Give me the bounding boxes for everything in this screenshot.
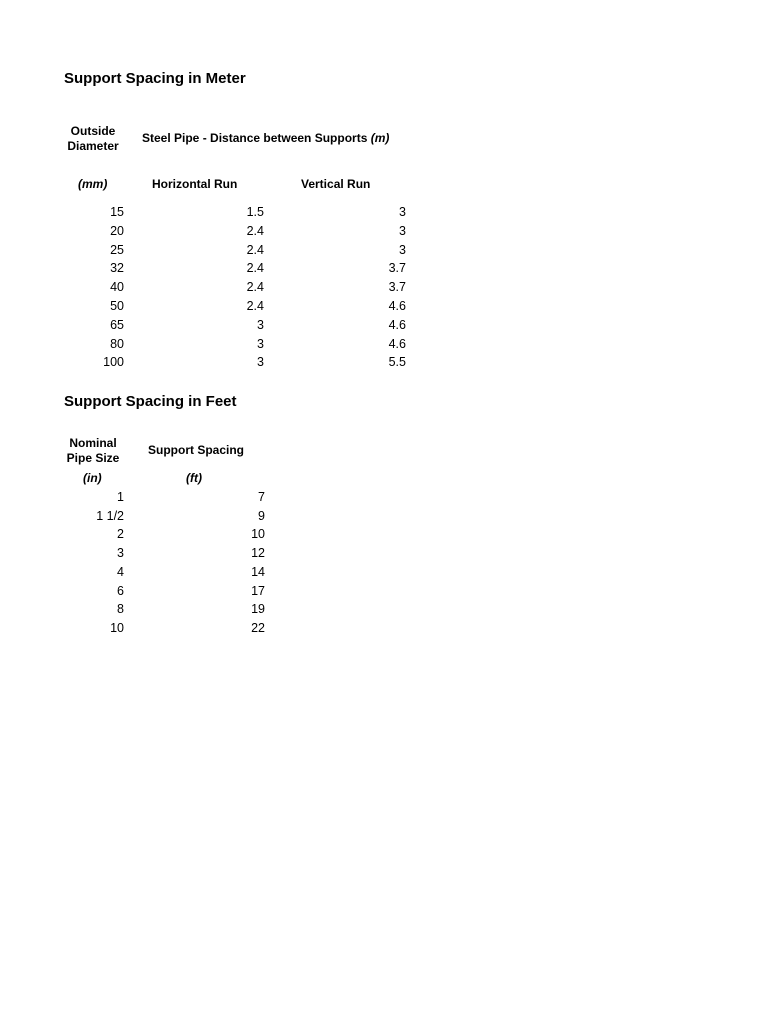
outside-diameter-header-line2: Diameter: [67, 139, 119, 153]
steel-pipe-group-header-unit: (m): [370, 131, 390, 145]
vertical-run-cell: 4.6: [388, 317, 406, 332]
vertical-run-cell: 4.6: [388, 299, 406, 313]
vertical-run-cell: 3.7: [388, 280, 406, 295]
horizontal-run-cell: 1.5: [246, 205, 264, 219]
pipe-size-cell: 8: [117, 602, 124, 617]
outside-diameter-header: [60, 124, 126, 154]
steel-pipe-group-header-text: Steel Pipe - Distance between Supports: [142, 131, 371, 145]
horizontal-run-cell: 2.4: [246, 280, 264, 295]
vertical-run-cell: 5.5: [388, 355, 406, 370]
meter-section-title: Support Spacing in Meter: [64, 70, 246, 87]
horizontal-run-cell: 2.4: [246, 299, 264, 313]
horizontal-run-cell: 2.4: [246, 242, 264, 257]
horizontal-run-cell: 3: [257, 336, 264, 351]
outside-diameter-cell: 20: [110, 223, 124, 238]
pipe-size-cell: 1 1/2: [96, 508, 124, 523]
in-unit-label: (in): [83, 471, 102, 485]
outside-diameter-cell: 50: [110, 299, 124, 313]
horizontal-run-header: Horizontal Run: [152, 177, 238, 191]
support-spacing-cell: 10: [251, 527, 265, 542]
pipe-size-cell: 2: [117, 527, 124, 542]
vertical-run-cell: 3: [399, 205, 406, 219]
vertical-run-cell: 3: [399, 242, 406, 257]
outside-diameter-cell: 100: [103, 355, 124, 370]
ft-unit-label: (ft): [186, 471, 202, 485]
nominal-pipe-size-header: [60, 436, 126, 466]
vertical-run-cell: 4.6: [388, 336, 406, 351]
support-spacing-cell: 19: [251, 602, 265, 617]
outside-diameter-cell: 40: [110, 280, 124, 295]
pipe-size-cell: 10: [110, 620, 124, 635]
outside-diameter-header-line1: Outside: [70, 124, 116, 138]
support-spacing-cell: 7: [258, 490, 265, 504]
horizontal-run-cell: 3: [257, 317, 264, 332]
nominal-pipe-size-header-line1: Nominal: [69, 436, 117, 450]
pipe-size-cell: 4: [117, 564, 124, 579]
mm-unit-label: (mm): [78, 177, 108, 191]
horizontal-run-cell: 2.4: [246, 223, 264, 238]
nominal-pipe-size-header-line2: Pipe Size: [66, 451, 120, 465]
outside-diameter-cell: 80: [110, 336, 124, 351]
steel-pipe-group-header: [142, 131, 389, 145]
horizontal-run-cell: 3: [257, 355, 264, 370]
support-spacing-cell: 22: [251, 620, 265, 635]
outside-diameter-cell: 65: [110, 317, 124, 332]
pipe-size-cell: 6: [117, 583, 124, 598]
support-spacing-cell: 14: [251, 564, 265, 579]
vertical-run-header: Vertical Run: [301, 177, 371, 191]
outside-diameter-cell: 32: [110, 261, 124, 276]
support-spacing-cell: 9: [258, 508, 265, 523]
vertical-run-cell: 3.7: [388, 261, 406, 276]
outside-diameter-cell: 15: [110, 205, 124, 219]
pipe-size-cell: 1: [117, 490, 124, 504]
outside-diameter-cell: 25: [110, 242, 124, 257]
support-spacing-cell: 17: [251, 583, 265, 598]
horizontal-run-cell: 2.4: [246, 261, 264, 276]
pipe-size-cell: 3: [117, 546, 124, 561]
support-spacing-cell: 12: [251, 546, 265, 561]
support-spacing-header: Support Spacing: [148, 443, 244, 457]
vertical-run-cell: 3: [399, 223, 406, 238]
feet-section-title: Support Spacing in Feet: [64, 393, 237, 410]
